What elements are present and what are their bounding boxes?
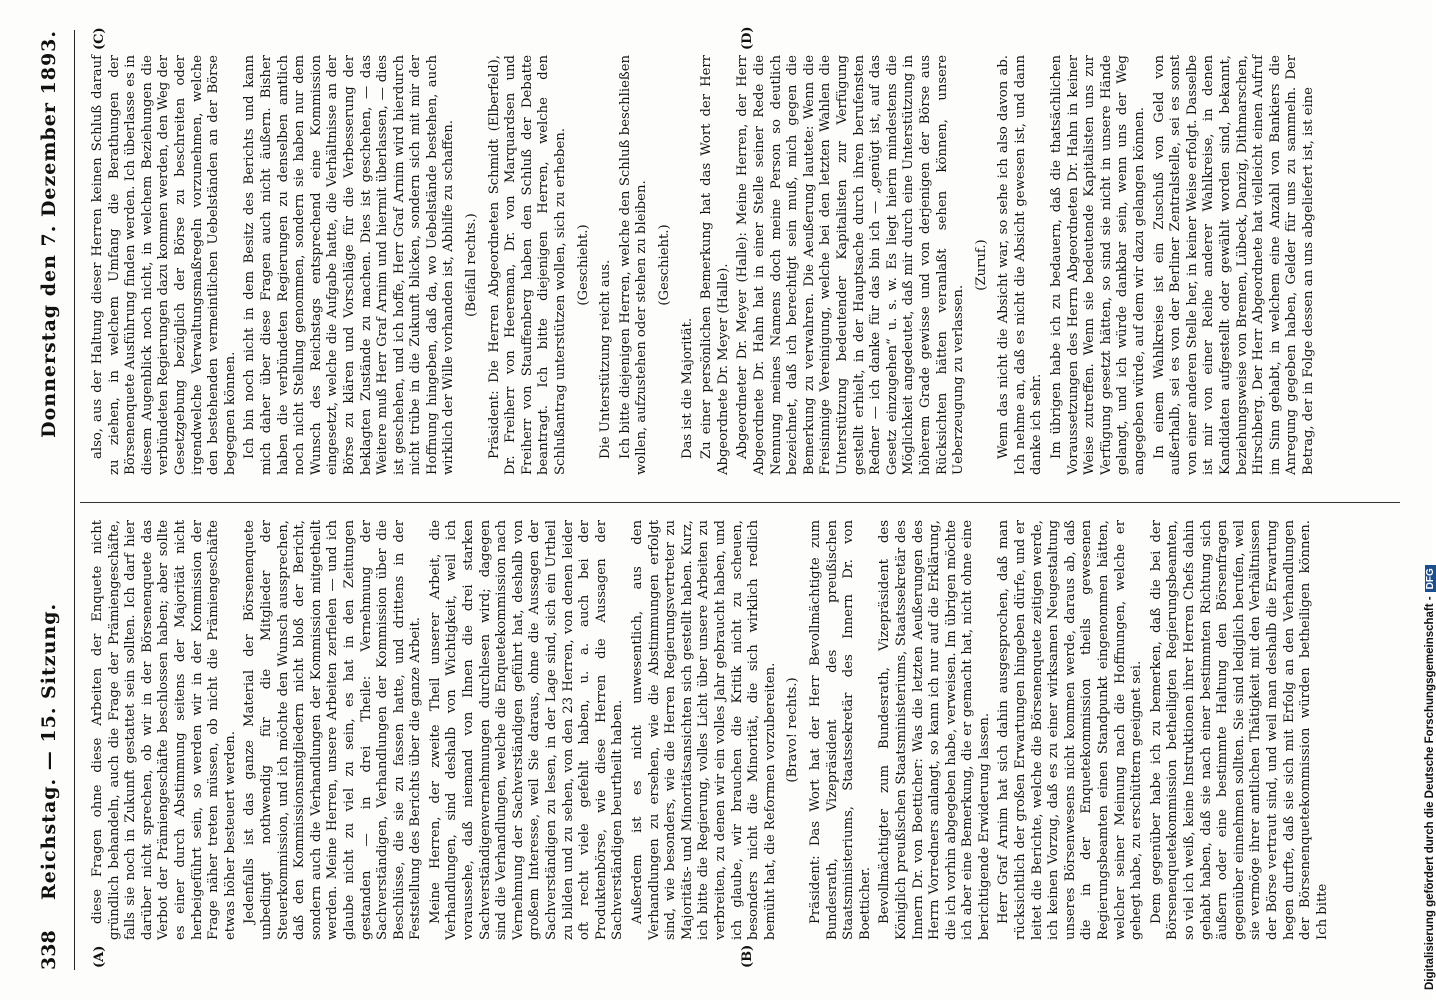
header-title: Reichstag. — 15. Sitzung. [38, 602, 60, 900]
paragraph: also, aus der Haltung dieser Herren keinen Schluß darauf zu ziehen, in welchem Umfang die Berathungen der Börsenenquete Ausführung finden werden. Ich überlasse es in diesem Augenblick noch nicht, in welchem Beziehungen die verbündeten Regierungen dazu kommen werden, den Weg der Gesetzgebung bezüglich der Börse zu beschreiten oder irgendwelche Verwaltungsmaßregeln vorzunehmen, welche den bestehenden vermeintlichen Uebelständen an der Börse begegnen können. [90, 55, 238, 475]
margin-marker-c: (C) [92, 27, 107, 50]
paragraph: Bevollmächtigter zum Bundesrath, Vizepräsident des Königlich preußischen Staatsministeriums, Staatssekretär des Innern Dr. von Boetticher: Was die letzten Aeußerungen des Herrn Vorredners anlangt, so kann ich nur auf die Erklärung, die ich vorhin abgegeben habe, verweisen. Im übrigen möchte ich aber eine Bemerkung, die er gemacht hat, nicht ohne eine berichtigende Erwiderung lassen. [877, 520, 992, 940]
right-text-column [90, 55, 1390, 475]
paragraph: Ich bitte diejenigen Herren, welche den Schluß beschließen wollen, aufzustehen oder stehen zu bleiben. [617, 55, 650, 475]
paragraph: Meine Herren, der zweite Theil unserer Arbeit, die Verhandlungen, sind deshalb von Wichtigkeit, weil ich voraussehe, daß niemand von Ihnen die drei starken Sachverständigenvernehmungen durchlesen wird; dagegen sind die Verhandlungen, welche die Enquetekommission nach Vernehmung der Sachverständigen geführt hat, deshalb von großem Interesse, weil Sie daraus, ohne die Aussagen der Sachverständigen zu lesen, in der Lage sind, sich ein Urtheil zu bilden und zu sehen, von den 23 Herren, von denen leider oft recht viele gefehlt haben, u. a. auch bei der Produktenbörse, wie diese Herren die Aussagen der Sachverständigen beurtheilt haben. [427, 520, 626, 940]
paragraph: Jedenfalls ist das ganze Material der Börsenenquete unbedingt nothwendig für die Mitglieder der Steuerkommission, und ich möchte den Wunsch aussprechen, daß den Kommissionsmitgliedern nicht bloß der Bericht, sondern auch die Verhandlungen der Kommission mitgetheilt werden. Meine Herren, unsere Arbeiten zerfielen — und ich glaube nicht zu viel zu sein, es hat in den Zeitungen gestanden — in drei Theile: Vernehmung der Sachverständigen, Verhandlungen der Kommission über die Beschlüsse, die sie zu fassen hatte, und drittens in der Feststellung des Berichts über die ganze Arbeit. [242, 520, 424, 940]
paragraph: Präsident: Die Herren Abgeordneten Schmidt (Elberfeld), Dr. Freiherr von Heereman, Dr. von Marquardsen und Freiherr von Stauffenberg haben den Schluß der Debatte beantragt. Ich bitte diejenigen Herren, welche den Schlußantrag unterstützen wollen, sich zu erheben. [486, 55, 569, 475]
paragraph: Wenn das nicht die Absicht war, so sehe ich also davon ab. Ich nehme an, daß es nicht die Absicht gewesen ist, und dann danke ich sehr. [996, 55, 1045, 475]
credit-text: Digitalisierung gefördert durch die Deutsche Forschungsgemeinschaft - [1424, 596, 1436, 990]
paragraph: Präsident: Das Wort hat der Herr Bevollmächtigte zum Bundesrath, Vizepräsident des preußischen Staatsministeriums, Staatssekretär des Innern Dr. von Boetticher. [807, 520, 873, 940]
paragraph: Die Unterstützung reicht aus. [598, 259, 614, 459]
page-number: 338 [38, 930, 60, 970]
stage-note: (Geschieht.) [657, 224, 672, 306]
dfg-logo: DFG [1425, 565, 1436, 592]
margin-marker-b: (B) [740, 944, 755, 968]
applause-note: (Beifall rechts.) [464, 213, 480, 317]
margin-marker-a: (A) [92, 945, 107, 968]
paragraph: Im übrigen habe ich zu bedauern, daß die thatsächlichen Voraussetzungen des Herrn Abgeordneten Dr. Hahn in keiner Weise zutreffen. Wenn sie bedeutende Kapitalisten uns zur Verfügung gesetzt hätten, so sind sie nicht in unsere Hände gelangt, und ich würde dankbar sein, wenn uns der Weg angegeben würde, auf dem wir dazu gelangen können. [1049, 55, 1148, 475]
paragraph: Dem gegenüber habe ich zu bemerken, daß die bei der Börsenenquetekommission betheiligten Regierungsbeamten, so viel ich weiß, keine Instruktionen ihrer Herren Chefs dahin gehabt haben, daß sie nach einer bestimmten Richtung sich äußern oder eine bestimmte Haltung den Börsenfragen gegenüber einnehmen sollten. Sie sind lediglich berufen, weil sie vermöge ihrer amtlichen Thätigkeit mit den Verhältnissen der Börse vertraut sind, und weil man deshalb die Erwartung hegen durfte, daß sie sich mit Erfolg an den Verhandlungen der Börsenenquetekommission würden betheiligen können. Ich bitte [1148, 520, 1330, 940]
left-text-column [90, 520, 1390, 940]
paragraph: Herr Graf Arnim hat sich dahin ausgesprochen, daß man rücksichtlich der großen Erwartungen hingeben dürfe, und er leitet die Berichte, welche die Börsenenquete zeitigen werde, ich keinen Vorzug, daß es zu einer wirksamen Neugestaltung unseres Börsenwesens nicht kommen werde, daraus ab, daß die in der Enquetekommission theils gewesenen Regierungsbeamten einen Standpunkt eingenommen hätten, welcher seiner Meinung nach die Hoffnungen, welche er gehegt habe, zu erschüttern geeignet sei. [996, 520, 1145, 940]
applause-note: (Bravo! rechts.) [785, 677, 801, 783]
paragraph: Abgeordneter Dr. Meyer (Halle): Meine Herren, der Herr Abgeordnete Dr. Hahn hat in einer Stelle seiner Rede die Nennung meines Namens doch meine Person so deutlich bezeichnet, daß ich berechtigt sein muß, mich gegen die Bemerkung zu verwahren. Die Aeußerung lautete: Wenn die Freisinnige Vereinigung, welche bei den letzten Wahlen die Unterstützung bedeutender Kapitalisten zur Verfügung gestellt erhielt, in der Hauptsache durch ihren berufensten Redner — ich danke für das bin ich — „genügt ist, auf das Gesetz einzugehen“ u. s. w. Es liegt hierin mindestens die Möglichkeit angedeutet, daß mir durch eine Unterstützung in höherem Grade gewisse und von derjenigen der Börse aus Rücksichten hätten veranlaßt sehen können, unsere Ueberzeugung zu verlassen. [735, 55, 967, 475]
running-header [38, 30, 68, 970]
margin-marker-d: (D) [740, 26, 755, 50]
stage-note: (Geschieht.) [575, 224, 591, 306]
digitization-credit [1410, 30, 1436, 990]
paragraph: Ich bin noch nicht in dem Besitz des Berichts und kann mich daher über diese Fragen auch nicht äußern. Bisher haben die verbündeten Regierungen zu denselben amtlich noch nicht Stellung genommen, sondern sie haben nur dem Wunsch des Reichstags entsprechend eine Kommission eingesetzt, welche die Aufgabe hatte, die Verhältnisse an der Börse zu klären und Vorschläge für die Verbesserung der beklagten Zustände zu machen. Dies ist geschehen, — das Weitere muß Herr Graf Arnim und hiermit überlassen, — dies ist geschehen, und ich hoffe, Herr Graf Arnim wird hierdurch nicht trübe in die Zukunft blicken, sondern sich mit mir der Hoffnung hingeben, daß da, wo Uebelstände bestehen, auch wirklich der Wille vorhanden ist, Abhilfe zu schaffen. [242, 55, 457, 475]
stage-note: (Zuruf.) [973, 239, 989, 291]
column-divider [80, 502, 1400, 503]
paragraph: In einem Wahlkreise ist ein Zuschuß von Geld von außerhalb, sei es von der Berliner Zentralstelle, sei es sonst von einer anderen Stelle her, in keiner Weise erfolgt. Dasselbe ist mir von einer Reihe anderer Wahlkreise, in denen Kandidaten aufgestellt oder gewählt worden sind, bekannt, beziehungsweise von Bremen, Lübeck, Danzig, Dithmarschen, Hirschberg. Der Herr Abgeordnete hat vielleicht einen Aufruf im Sinn gehabt, in welchem eine Anzahl von Bankiers die Anregung gegeben haben, Gelder für uns zu sammeln. Der Betrag, der in Folge dessen an uns abgeliefert ist, ist eine [1151, 55, 1316, 475]
paragraph: diese Fragen ohne diese Arbeiten der Enquete nicht gründlich behandeln, auch die Frage der Prämiengeschäfte, falls sie noch in Zukunft gestattet sein sollten. Ich darf hier darüber nicht sprechen, ob wir in der Börsenenquete das Verbot der Prämiengeschäfte beschlossen haben; aber sollte es einer durch Abstimmung seitens der Majorität nicht herbeigeführt sein, so werden wir in der Kommission der Frage näher treten müssen, ob nicht die Prämiengeschäfte etwas höher besteuert werden. [90, 520, 238, 940]
header-date: Donnerstag den 7. Dezember 1893. [38, 30, 60, 438]
header-rule [74, 30, 75, 970]
paragraph: Außerdem ist es nicht unwesentlich, aus den Verhandlungen zu ersehen, wie die Abstimmungen erfolgt sind, wie besonders, wie die Herren Regierungsvertreter zu Majoritäts- und Minoritätsansichten sich gestellt haben. Kurz, ich bitte die Regierung, volles Licht über unsere Arbeiten zu verbreiten, zu denen wir ein volles Jahr gebraucht haben, und ich glaube, wir brauchen die Kritik nicht zu scheuen, besonders nicht die Minorität, die sich wirklich redlich bemüht hat, die Reformen vorzubereiten. [630, 520, 778, 940]
paragraph: Das ist die Majorität. [679, 317, 695, 459]
paragraph: Zu einer persönlichen Bemerkung hat das Wort der Herr Abgeordnete Dr. Meyer (Halle). [699, 55, 731, 475]
